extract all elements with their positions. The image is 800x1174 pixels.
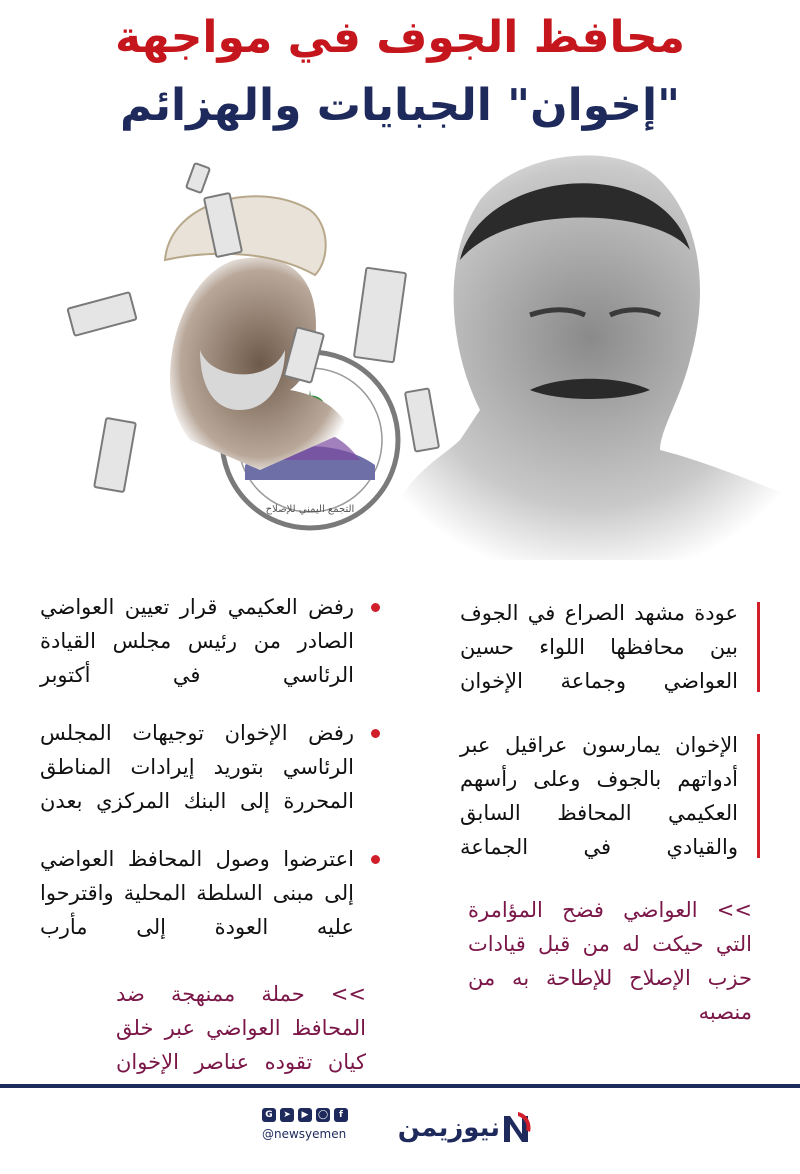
google-news-icon[interactable]: G	[262, 1108, 276, 1122]
accent-bar	[757, 734, 760, 858]
right-point-text: الإخوان يمارسون عراقيل عبر أدواتهم بالجوف وعلى رأسهم العكيمي المحافظ السابق والقيادي في الجماعة	[460, 733, 738, 859]
brand-logo	[376, 1106, 536, 1150]
footer	[0, 1092, 800, 1174]
banknote	[405, 388, 439, 451]
left-point	[40, 842, 380, 944]
right-quote: >> العواضي فضح المؤامرة التي حيكت له من قبل قيادات حزب الإصلاح للإطاحة به من منصبه	[468, 898, 752, 1024]
logo-wordmark: نيوزيمن	[397, 1113, 500, 1143]
telegram-icon[interactable]: ➤	[280, 1108, 294, 1122]
bullet-dot	[371, 855, 380, 864]
social-handle[interactable]: @newsyemen	[262, 1127, 347, 1141]
instagram-icon[interactable]: ◯	[317, 1110, 329, 1120]
headline-line-1: محافظ الجوف في مواجهة	[114, 12, 686, 63]
right-point	[460, 728, 760, 864]
photo-collage	[60, 140, 800, 560]
left-quote: >> حملة ممنهجة ضد المحافظ العواضي عبر خلق كيان تقوده عناصر الإخوان	[116, 982, 366, 1074]
headline-line-2: "إخوان" الجبايات والهزائم	[119, 80, 681, 131]
banknote	[186, 163, 210, 193]
banknote	[67, 292, 136, 336]
right-point	[460, 596, 760, 698]
social-block	[262, 1108, 362, 1148]
bullet-dot	[371, 603, 380, 612]
portrait-right	[380, 155, 800, 560]
logo-n-icon	[500, 1110, 532, 1146]
social-icons	[262, 1108, 362, 1122]
left-point-text: رفض العكيمي قرار تعيين العواضي الصادر من رئيس مجلس القيادة الرئاسي في أكتوبر	[40, 595, 354, 687]
left-point	[40, 590, 380, 692]
right-point-text: عودة مشهد الصراع في الجوف بين محافظها اللواء حسين العواضي وجماعة الإخوان	[460, 601, 738, 693]
facebook-icon[interactable]: f	[334, 1108, 348, 1122]
youtube-icon[interactable]: ▶	[298, 1108, 312, 1122]
left-point	[40, 716, 380, 818]
banknote	[94, 418, 136, 492]
left-point-text: رفض الإخوان توجيهات المجلس الرئاسي بتوريد إيرادات المناطق المحررة إلى البنك المركزي بعدن	[40, 721, 354, 813]
bullet-dot	[371, 729, 380, 738]
footer-divider	[0, 1084, 800, 1088]
emblem-caption: التجمع اليمني للإصلاح	[265, 504, 355, 515]
accent-bar	[757, 602, 760, 692]
right-column	[460, 596, 760, 894]
left-point-text: اعترضوا وصول المحافظ العواضي إلى مبنى السلطة المحلية واقترحوا عليه العودة إلى مأرب	[40, 847, 354, 939]
left-column	[40, 590, 380, 968]
banknote	[354, 268, 406, 363]
collage-illustration	[60, 140, 800, 560]
